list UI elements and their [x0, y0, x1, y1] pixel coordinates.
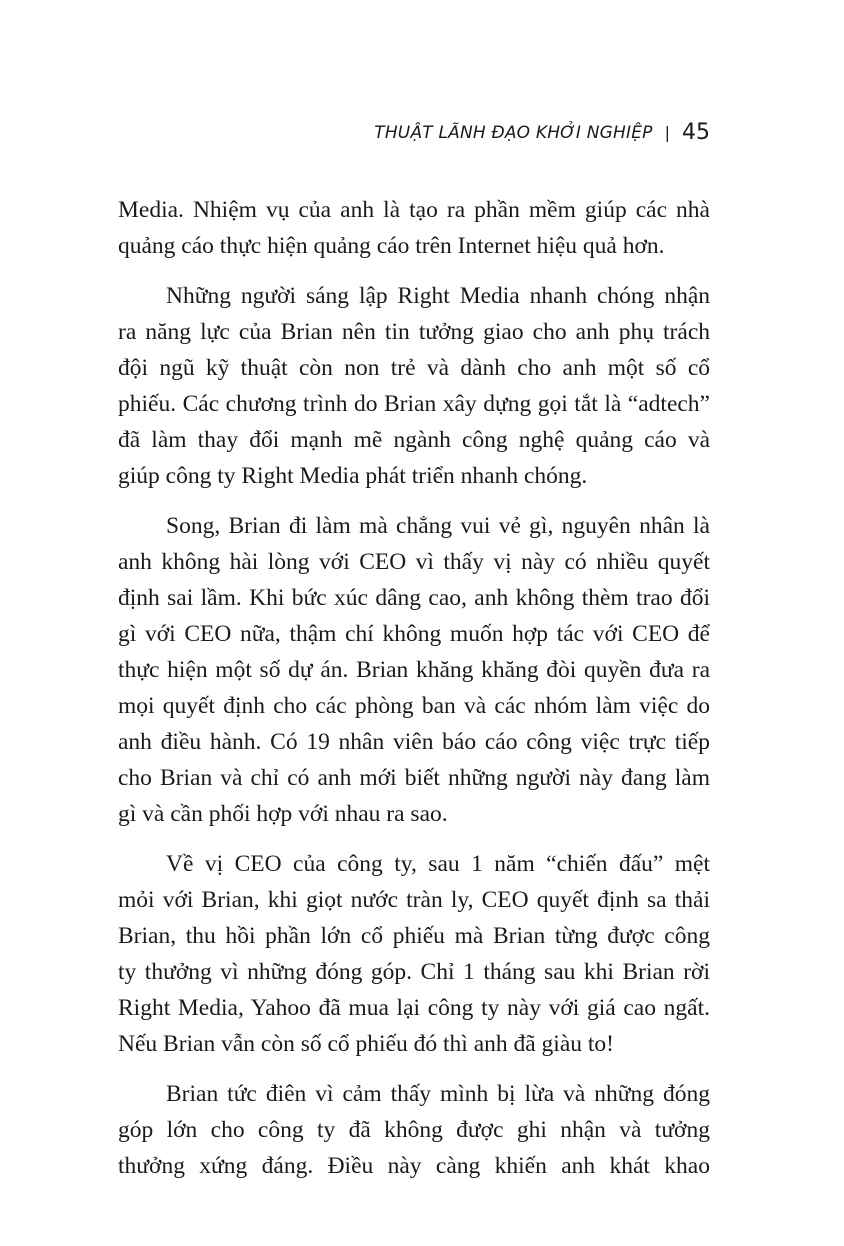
- text-line: Về vị CEO của công ty, sau 1 năm “chiến đấu” mệt: [166, 851, 710, 877]
- text-line: gì và cần phối hợp với nhau ra sao.: [118, 801, 448, 827]
- text-line: cho Brian và chỉ có anh mới biết những người này đang làm: [118, 765, 710, 791]
- text-line: Media. Nhiệm vụ của anh là tạo ra phần mềm giúp các nhà: [118, 197, 710, 223]
- text-line: Brian, thu hồi phần lớn cổ phiếu mà Brian từng được công: [118, 923, 710, 949]
- text-line: Những người sáng lập Right Media nhanh chóng nhận: [166, 283, 710, 309]
- page-number: 45: [682, 120, 710, 145]
- paragraph: [118, 278, 710, 494]
- paragraph: [118, 192, 710, 264]
- text-line: đội ngũ kỹ thuật còn non trẻ và dành cho anh một số cổ: [118, 355, 710, 381]
- text-line: ra năng lực của Brian nên tin tưởng giao cho anh phụ trách: [118, 319, 710, 345]
- running-title: THUẬT LÃNH ĐẠO KHỞI NGHIỆP: [374, 122, 653, 143]
- body-text: [118, 192, 710, 1198]
- text-line: thực hiện một số dự án. Brian khăng khăng đòi quyền đưa ra: [118, 657, 710, 683]
- text-line: ty thưởng vì những đóng góp. Chỉ 1 tháng sau khi Brian rời: [118, 959, 710, 985]
- text-line: định sai lầm. Khi bức xúc dâng cao, anh không thèm trao đổi: [118, 585, 710, 611]
- paragraph: [118, 508, 710, 832]
- text-line: mọi quyết định cho các phòng ban và các nhóm làm việc do: [118, 693, 710, 719]
- text-line: anh không hài lòng với CEO vì thấy vị này có nhiều quyết: [118, 549, 710, 575]
- text-line: gì với CEO nữa, thậm chí không muốn hợp tác với CEO để: [118, 621, 710, 647]
- header-separator: |: [664, 123, 670, 142]
- paragraph: [118, 1076, 710, 1184]
- text-line: Song, Brian đi làm mà chẳng vui vẻ gì, nguyên nhân là: [166, 513, 710, 539]
- text-line: anh điều hành. Có 19 nhân viên báo cáo công việc trực tiếp: [118, 729, 710, 755]
- text-line: Brian tức điên vì cảm thấy mình bị lừa và những đóng: [166, 1081, 710, 1107]
- text-line: Nếu Brian vẫn còn số cổ phiếu đó thì anh đã giàu to!: [118, 1031, 614, 1057]
- text-line: Right Media, Yahoo đã mua lại công ty này với giá cao ngất.: [118, 995, 710, 1021]
- text-line: phiếu. Các chương trình do Brian xây dựng gọi tắt là “adtech”: [118, 391, 710, 417]
- running-header: [374, 120, 710, 145]
- text-line: mỏi với Brian, khi giọt nước tràn ly, CEO quyết định sa thải: [118, 887, 710, 913]
- paragraph: [118, 846, 710, 1062]
- text-line: góp lớn cho công ty đã không được ghi nhận và tưởng: [118, 1117, 710, 1143]
- text-line: quảng cáo thực hiện quảng cáo trên Internet hiệu quả hơn.: [118, 233, 665, 259]
- text-line: thưởng xứng đáng. Điều này càng khiến anh khát khao: [118, 1153, 710, 1179]
- text-line: giúp công ty Right Media phát triển nhanh chóng.: [118, 463, 588, 489]
- text-line: đã làm thay đổi mạnh mẽ ngành công nghệ quảng cáo và: [118, 427, 710, 453]
